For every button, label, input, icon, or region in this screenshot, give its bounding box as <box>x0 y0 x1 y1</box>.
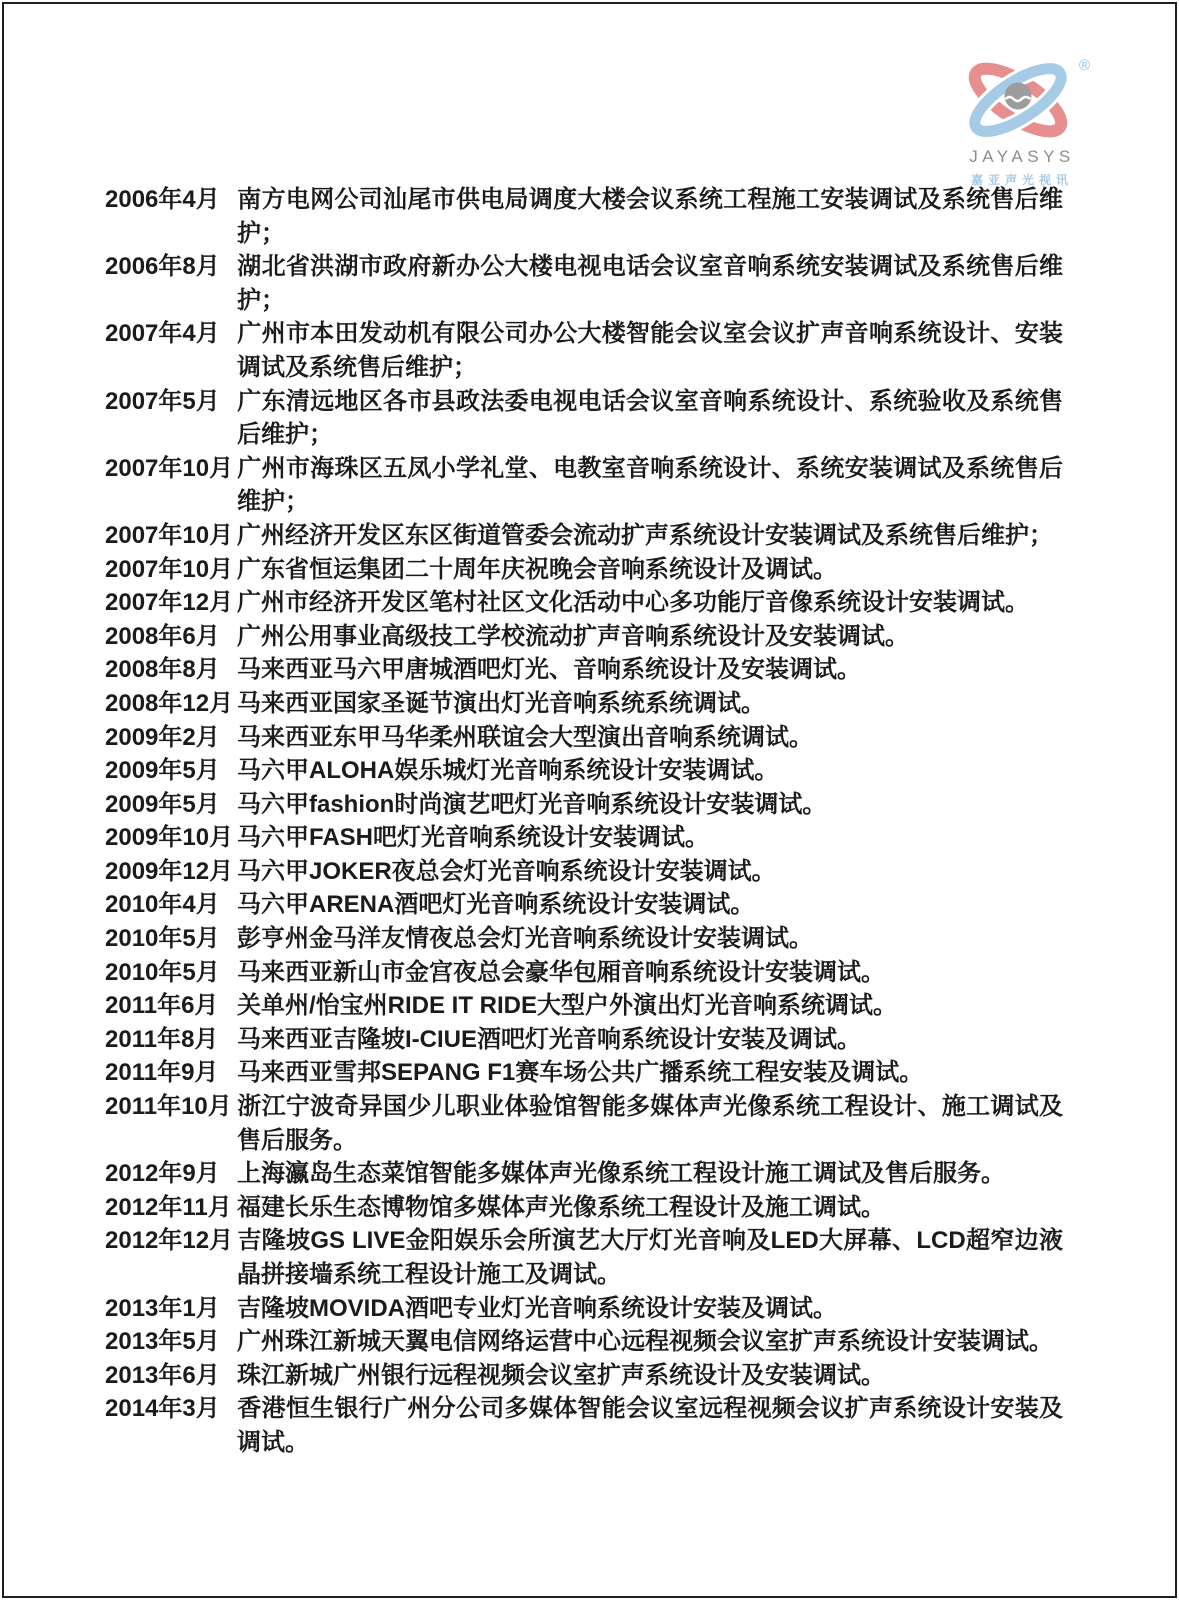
timeline-entry <box>105 721 1063 755</box>
entry-text: 广东清远地区各市县政法委电视电话会议室音响系统设计、系统验收及系统售后维护； <box>237 387 1063 449</box>
entry-text: 马来西亚马六甲唐城酒吧灯光、音响系统设计及安装调试。 <box>237 656 861 684</box>
timeline-entry <box>105 1392 1063 1459</box>
entry-text: 马来西亚国家圣诞节演出灯光音响系统系统调试。 <box>237 689 765 717</box>
entry-text: 湖北省洪湖市政府新办公大楼电视电话会议室音响系统安装调试及系统售后维护； <box>237 253 1063 314</box>
entry-date: 2009年5月 <box>105 790 220 818</box>
entry-text: 上海瀛岛生态菜馆智能多媒体声光像系统工程设计施工调试及售后服务。 <box>237 1160 1005 1188</box>
timeline-entry <box>105 855 1063 889</box>
entry-date: 2012年12月 <box>105 1227 234 1255</box>
entry-text: 马来西亚新山市金宫夜总会豪华包厢音响系统设计安装调试。 <box>237 958 885 986</box>
entry-date: 2012年9月 <box>105 1160 220 1188</box>
entry-text: 浙江宁波奇异国少儿职业体验馆智能多媒体声光像系统工程设计、施工调试及售后服务。 <box>237 1093 1063 1154</box>
registered-trademark-icon: ® <box>1078 57 1090 74</box>
timeline-entry <box>105 1292 1063 1326</box>
entry-text: 广州市海珠区五凤小学礼堂、电教室音响系统设计、系统安装调试及系统售后维护； <box>237 454 1063 516</box>
entry-text: 马六甲FASH吧灯光音响系统设计安装调试。 <box>237 824 710 852</box>
entry-date: 2013年6月 <box>105 1361 220 1389</box>
timeline-entry <box>105 922 1063 956</box>
entry-date: 2007年10月 <box>105 454 234 482</box>
entry-date: 2011年9月 <box>105 1059 219 1087</box>
entry-date: 2013年5月 <box>105 1328 220 1356</box>
entry-date: 2009年12月 <box>105 857 234 885</box>
entry-date: 2011年8月 <box>105 1025 219 1053</box>
timeline-entry <box>105 1191 1063 1225</box>
timeline-list <box>105 183 1063 1460</box>
entry-date: 2006年8月 <box>105 253 220 281</box>
entry-text: 马六甲JOKER夜总会灯光音响系统设计安装调试。 <box>237 857 776 885</box>
timeline-entry <box>105 519 1063 553</box>
timeline-entry <box>105 1157 1063 1191</box>
entry-text: 马来西亚雪邦SEPANG F1赛车场公共广播系统工程安装及调试。 <box>237 1059 924 1087</box>
entry-text: 吉隆坡MOVIDA酒吧专业灯光音响系统设计安装及调试。 <box>237 1294 837 1322</box>
entry-text: 广州市本田发动机有限公司办公大楼智能会议室会议扩声音响系统设计、安装调试及系统售后维护； <box>237 320 1063 381</box>
entry-text: 南方电网公司汕尾市供电局调度大楼会议系统工程施工安装调试及系统售后维护； <box>237 186 1063 247</box>
entry-date: 2011年10月 <box>105 1093 232 1121</box>
timeline-entry <box>105 1090 1063 1157</box>
entry-date: 2006年4月 <box>105 186 220 213</box>
entry-date: 2009年2月 <box>105 723 220 751</box>
entry-date: 2007年10月 <box>105 521 234 549</box>
entry-text: 广东省恒运集团二十周年庆祝晚会音响系统设计及调试。 <box>237 555 837 583</box>
timeline-entry <box>105 888 1063 922</box>
entry-date: 2009年5月 <box>105 757 220 785</box>
timeline-entry <box>105 553 1063 587</box>
entry-date: 2010年4月 <box>105 891 220 919</box>
entry-date: 2014年3月 <box>105 1395 220 1423</box>
entry-text: 马六甲ALOHA娱乐城灯光音响系统设计安装调试。 <box>237 757 779 785</box>
brand-name: JAYASYS <box>969 147 1075 166</box>
entry-date: 2007年4月 <box>105 320 220 348</box>
entry-text: 彭亨州金马洋友情夜总会灯光音响系统设计安装调试。 <box>237 925 813 953</box>
entry-text: 珠江新城广州银行远程视频会议室扩声系统设计及安装调试。 <box>237 1361 885 1389</box>
timeline-entry <box>105 1325 1063 1359</box>
entry-text: 福建长乐生态博物馆多媒体声光像系统工程设计及施工调试。 <box>237 1193 885 1221</box>
entry-text: 广州珠江新城天翼电信网络运营中心远程视频会议室扩声系统设计安装调试。 <box>237 1328 1053 1356</box>
entry-date: 2010年5月 <box>105 958 220 986</box>
entry-date: 2009年10月 <box>105 824 234 852</box>
company-logo <box>952 50 1092 188</box>
entry-date: 2008年8月 <box>105 656 220 684</box>
entry-date: 2007年5月 <box>105 387 220 415</box>
brand-name-chinese: 嘉亚声光视讯 <box>970 173 1073 187</box>
entry-date: 2013年1月 <box>105 1294 220 1322</box>
entry-text: 广州市经济开发区笔村社区文化活动中心多功能厅音像系统设计安装调试。 <box>237 589 1029 617</box>
timeline-entry <box>105 1023 1063 1057</box>
entry-text: 马六甲fashion时尚演艺吧灯光音响系统设计安装调试。 <box>237 790 827 818</box>
timeline-entry <box>105 821 1063 855</box>
timeline-entry <box>105 754 1063 788</box>
entry-date: 2012年11月 <box>105 1193 232 1221</box>
timeline-entry <box>105 620 1063 654</box>
entry-date: 2007年10月 <box>105 555 234 583</box>
timeline-entry <box>105 788 1063 822</box>
entry-date: 2008年12月 <box>105 689 234 717</box>
timeline-entry <box>105 687 1063 721</box>
entry-text: 吉隆坡GS LIVE金阳娱乐会所演艺大厅灯光音响及LED大屏幕、LCD超窄边液晶拼接墙系统工程设计施工及调试。 <box>237 1227 1063 1288</box>
entry-date: 2007年12月 <box>105 589 234 617</box>
timeline-entry <box>105 1056 1063 1090</box>
timeline-entry <box>105 250 1063 317</box>
logo-mark <box>952 50 1092 146</box>
atom-rings-icon <box>952 50 1092 146</box>
timeline-entry <box>105 183 1063 250</box>
timeline-entry <box>105 956 1063 990</box>
timeline-entry <box>105 1224 1063 1291</box>
entry-date: 2011年6月 <box>105 992 219 1020</box>
entry-text: 关单州/怡宝州RIDE IT RIDE大型户外演出灯光音响系统调试。 <box>237 992 898 1020</box>
entry-text: 马来西亚吉隆坡I-CIUE酒吧灯光音响系统设计安装及调试。 <box>237 1025 861 1053</box>
entry-text: 马六甲ARENA酒吧灯光音响系统设计安装调试。 <box>237 891 755 919</box>
entry-text: 广州公用事业高级技工学校流动扩声音响系统设计及安装调试。 <box>237 622 909 650</box>
timeline-entry <box>105 989 1063 1023</box>
entry-date: 2008年6月 <box>105 622 220 650</box>
timeline-entry <box>105 317 1063 384</box>
entry-text: 香港恒生银行广州分公司多媒体智能会议室远程视频会议扩声系统设计安装及调试。 <box>237 1395 1063 1456</box>
entry-text: 广州经济开发区东区街道管委会流动扩声系统设计安装调试及系统售后维护； <box>237 521 1053 549</box>
entry-date: 2010年5月 <box>105 925 220 953</box>
timeline-entry <box>105 452 1063 519</box>
entry-text: 马来西亚东甲马华柔州联谊会大型演出音响系统调试。 <box>237 723 813 751</box>
timeline-entry <box>105 653 1063 687</box>
timeline-entry <box>105 385 1063 452</box>
timeline-entry <box>105 586 1063 620</box>
timeline-entry <box>105 1359 1063 1393</box>
